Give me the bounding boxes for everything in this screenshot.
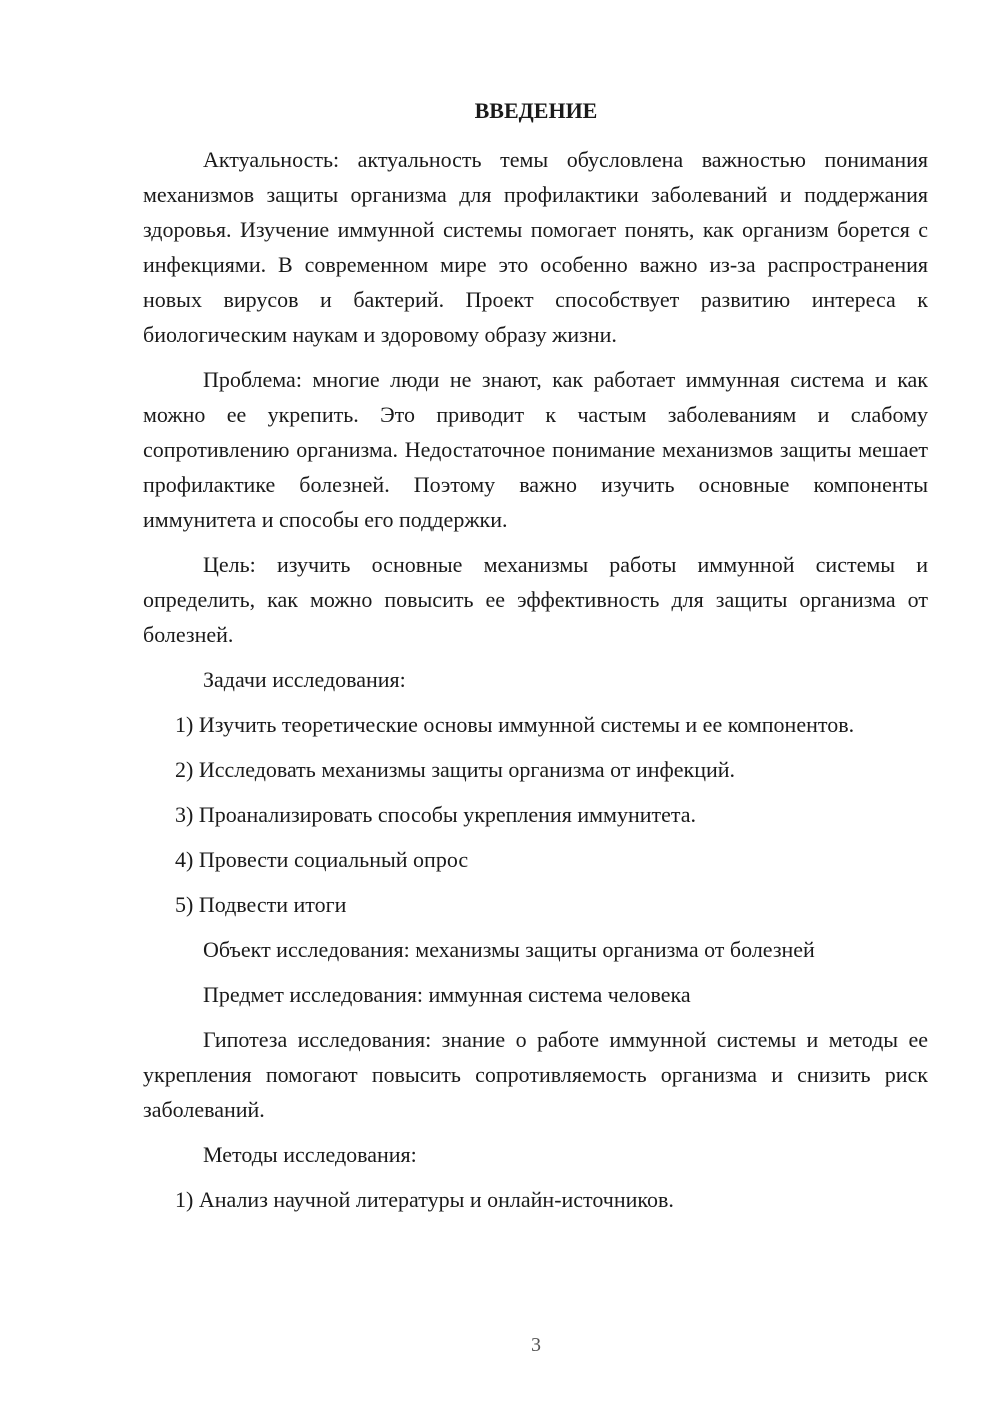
object-paragraph: Объект исследования: механизмы защиты организма от болезней: [203, 937, 815, 962]
task-item: 1) Изучить теоретические основы иммунной системы и ее компонентов.: [175, 712, 855, 737]
document-body: [143, 142, 928, 1227]
hypothesis-paragraph: Гипотеза исследования: знание о работе иммунной системы и методы ее укрепления помогают повысить сопротивляемость организма и снизить риск заболеваний.: [143, 1027, 928, 1122]
page-title: ВВЕДЕНИЕ: [474, 98, 598, 123]
task-item: 5) Подвести итоги: [175, 892, 347, 917]
task-item: 4) Провести социальный опрос: [175, 847, 469, 872]
task-item: 3) Проанализировать способы укрепления иммунитета.: [175, 802, 697, 827]
method-item: 1) Анализ научной литературы и онлайн-источников.: [175, 1187, 674, 1212]
page-number: 3: [531, 1334, 541, 1356]
relevance-paragraph: Актуальность: актуальность темы обусловлена важностью понимания механизмов защиты организма для профилактики заболеваний и поддержания здоровья. Изучение иммунной системы помогает понять, как организм борется с инфекциями. В современном мире это особенно важно из-за распространения новых вирусов и бактерий. Проект способствует развитию интереса к биологическим наукам и здоровому образу жизни.: [143, 147, 928, 347]
task-item: 2) Исследовать механизмы защиты организма от инфекций.: [175, 757, 736, 782]
problem-paragraph: Проблема: многие люди не знают, как работает иммунная система и как можно ее укрепить. Это приводит к частым заболеваниям и слабому сопротивлению организма. Недостаточное понимание механизмов защиты мешает профилактике болезней. Поэтому важно изучить основные компоненты иммунитета и способы его поддержки.: [143, 367, 928, 532]
subject-paragraph: Предмет исследования: иммунная система человека: [203, 982, 691, 1007]
goal-paragraph: Цель: изучить основные механизмы работы иммунной системы и определить, как можно повысить ее эффективность для защиты организма от болезней.: [143, 552, 928, 647]
tasks-title: Задачи исследования:: [203, 667, 406, 692]
methods-title: Методы исследования:: [203, 1142, 417, 1167]
